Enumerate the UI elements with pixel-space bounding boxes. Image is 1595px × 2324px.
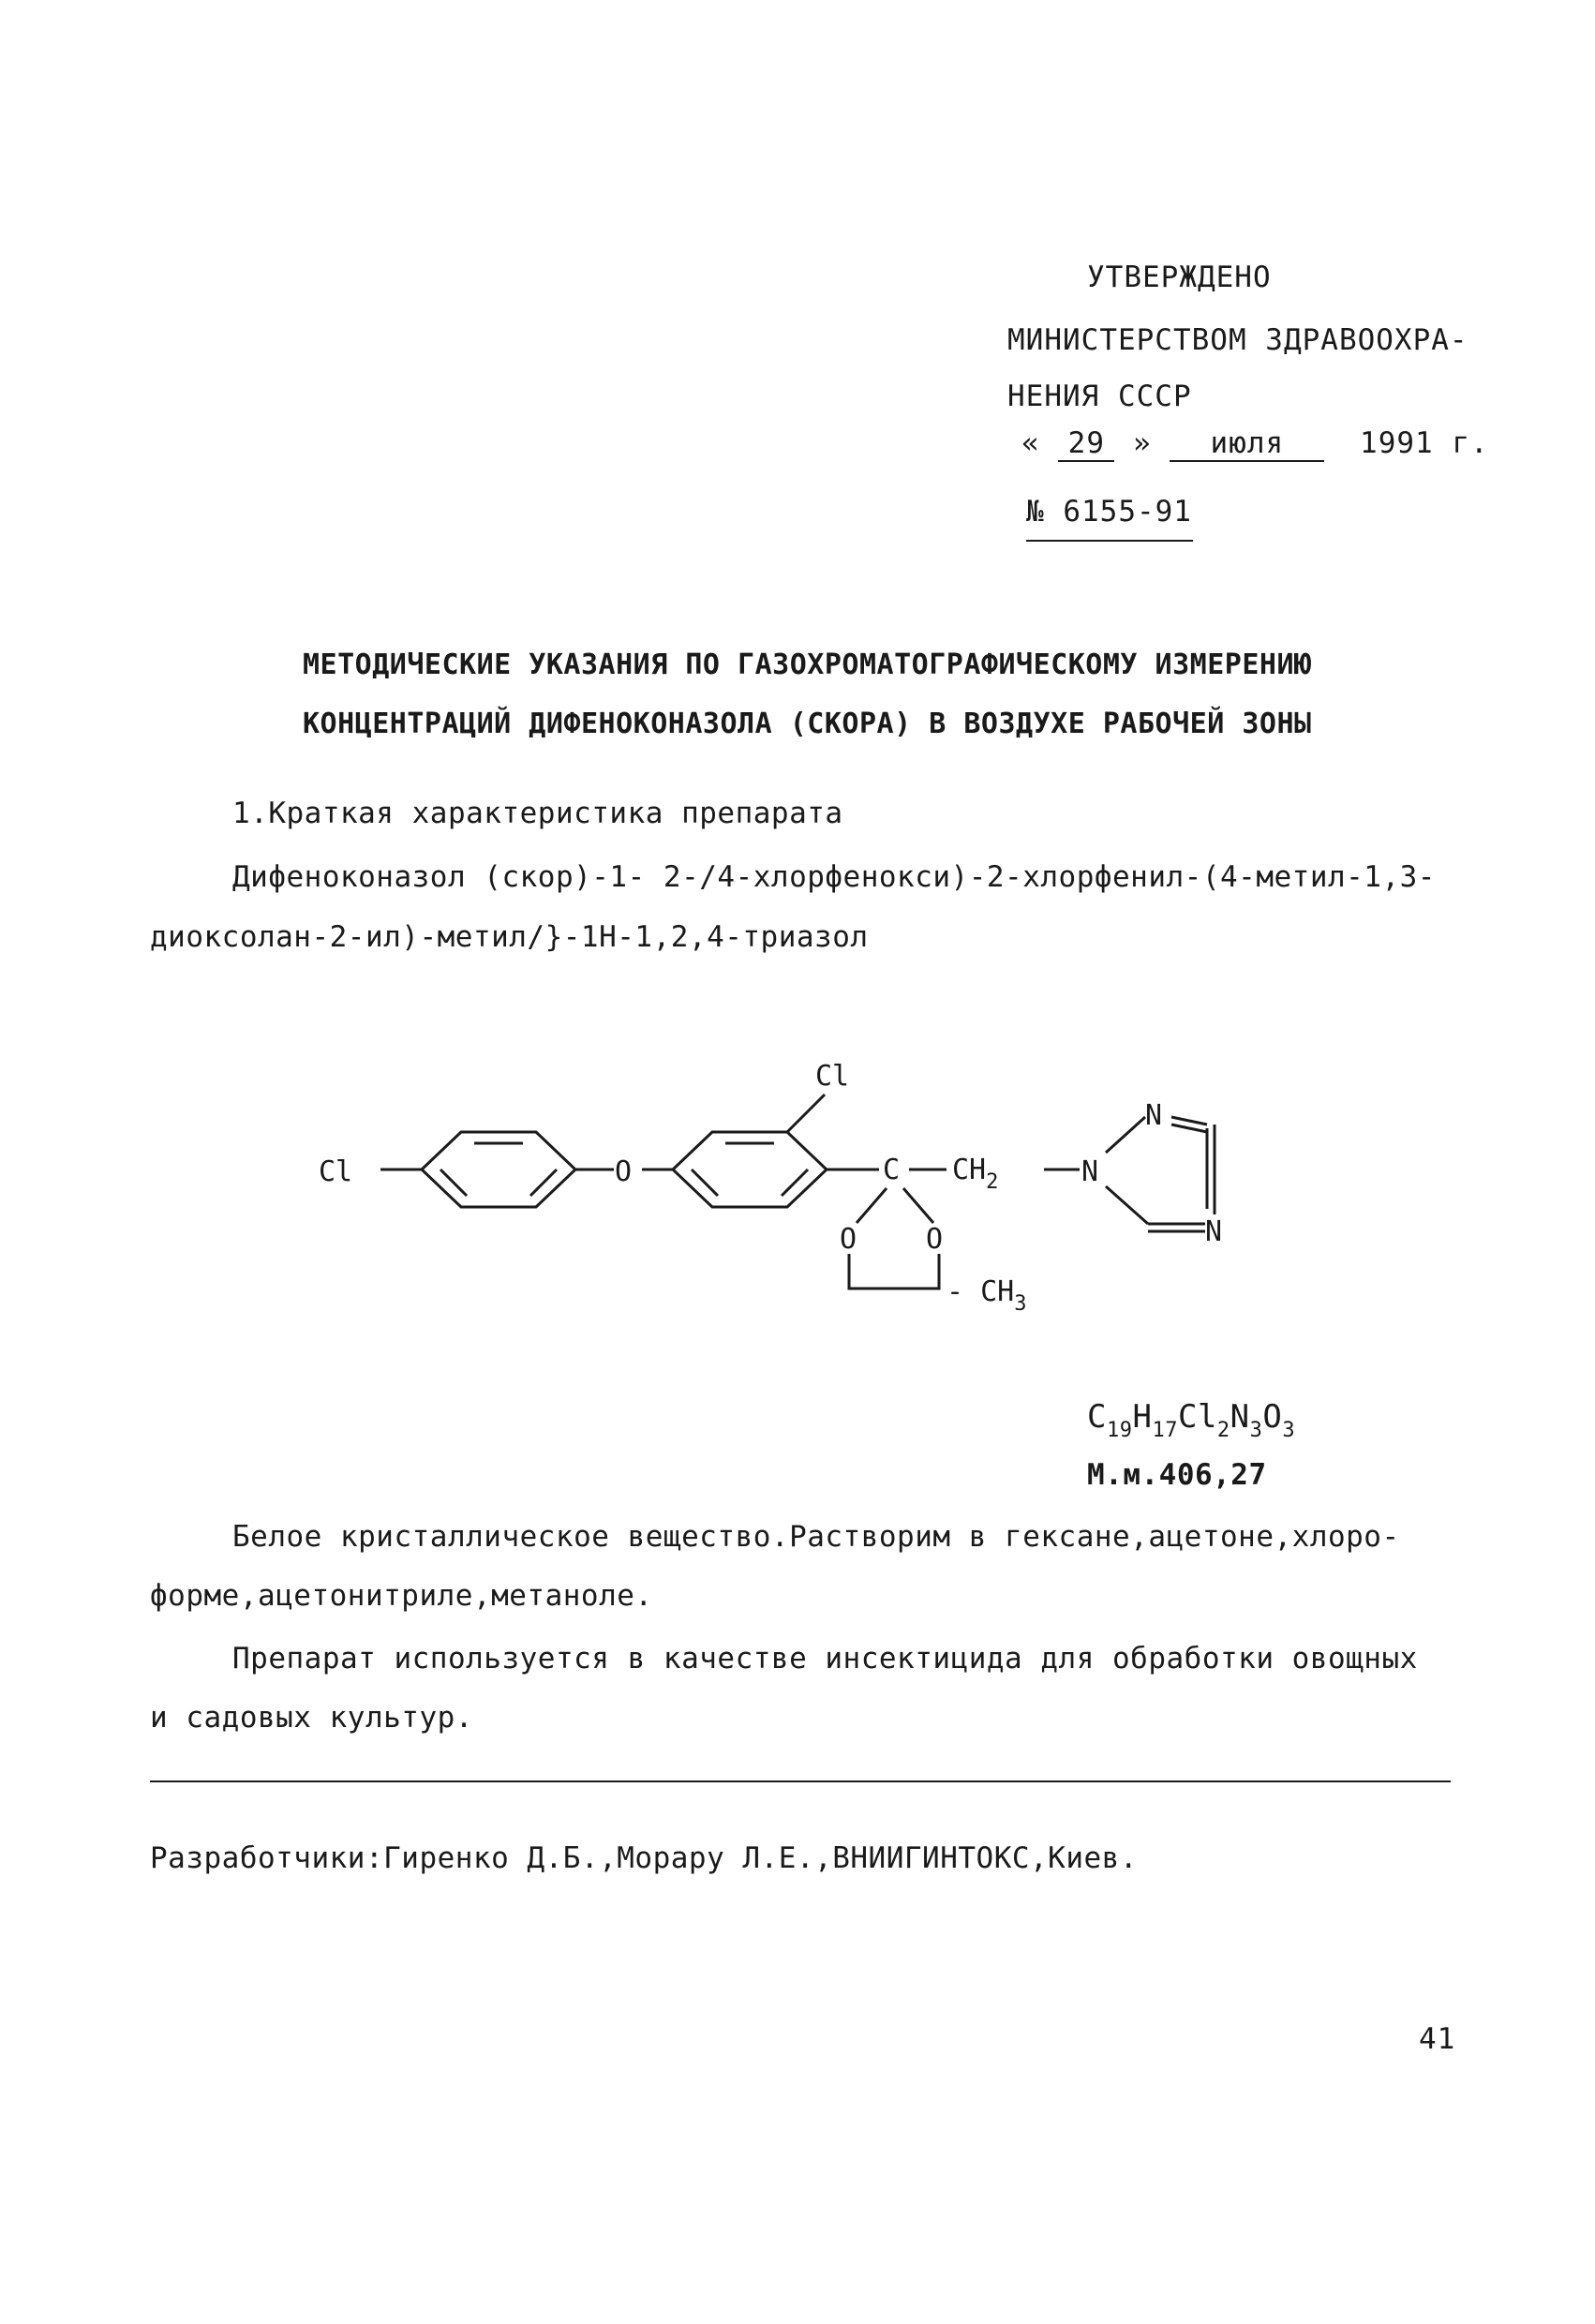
formula-c: C [1087, 1398, 1107, 1436]
group-ch3-sub: 3 [1014, 1292, 1027, 1316]
formula-cl-count: 2 [1216, 1419, 1230, 1442]
formula-h-count: 17 [1152, 1419, 1178, 1442]
page-number: 41 [1419, 2022, 1456, 2056]
formula-c-count: 19 [1106, 1419, 1133, 1442]
atom-o-bridge: O [615, 1155, 633, 1188]
date-open-quote: « [1021, 426, 1040, 460]
developers-credit: Разработчики:Гиренко Д.Б.,Морару Л.Е.,ВНИИГИНТОКС,Киев. [150, 1841, 1138, 1875]
approval-number-value: № 6155-91 [1026, 495, 1193, 542]
title-line2: КОНЦЕНТРАЦИЙ ДИФЕНОКОНАЗОЛА (СКОРА) В ВОЗДУХЕ РАБОЧЕЙ ЗОНЫ [303, 708, 1312, 740]
description-p1-line2: форме,ацетонитриле,метаноле. [150, 1579, 653, 1613]
molecular-formula [1087, 1398, 1296, 1442]
date-year: 1991 г. [1360, 426, 1489, 460]
chemical-name-line1: Дифеноконазол (скор)-1- 2-/4-хлорфенокси)-2-хлорфенил-(4-метил-1,3- [232, 860, 1436, 894]
atom-o-right: O [926, 1223, 944, 1256]
formula-n: N [1230, 1398, 1250, 1436]
footnote-divider [150, 1780, 1451, 1782]
atom-cl-top: Cl [815, 1060, 850, 1093]
atom-n-bottom: N [1205, 1215, 1223, 1248]
date-month: июля [1170, 426, 1324, 462]
atom-n1: N [1081, 1155, 1099, 1188]
atom-c-center: C [883, 1154, 901, 1186]
formula-n-count: 3 [1249, 1419, 1263, 1442]
approval-number [1026, 495, 1193, 542]
atom-n-top: N [1145, 1099, 1163, 1132]
formula-cl: Cl [1177, 1398, 1217, 1436]
group-ch2-main: CH [952, 1154, 987, 1186]
approval-ministry-line2: НЕНИЯ СССР [1007, 380, 1192, 413]
date-day: 29 [1058, 426, 1114, 462]
group-ch2 [952, 1154, 998, 1194]
structural-formula [319, 1031, 1293, 1340]
approval-date [1021, 426, 1489, 462]
atom-cl-left: Cl [319, 1155, 353, 1188]
group-ch3 [947, 1275, 1027, 1316]
title-line1: МЕТОДИЧЕСКИЕ УКАЗАНИЯ ПО ГАЗОХРОМАТОГРАФИЧЕСКОМУ ИЗМЕРЕНИЮ [303, 648, 1312, 681]
atom-o-left: O [840, 1223, 857, 1256]
approval-heading: УТВЕРЖДЕНО [1087, 261, 1272, 294]
formula-o-count: 3 [1282, 1419, 1296, 1442]
description-p1-line1: Белое кристаллическое вещество.Растворим в гексане,ацетоне,хлоро- [232, 1520, 1400, 1554]
description-p2-line1: Препарат используется в качестве инсектицида для обработки овощных [232, 1642, 1418, 1676]
formula-o: O [1262, 1398, 1283, 1436]
date-close-quote: » [1133, 426, 1152, 460]
formula-h: H [1132, 1398, 1153, 1436]
group-ch2-sub: 2 [986, 1170, 999, 1194]
description-p2-line2: и садовых культур. [150, 1701, 473, 1735]
section-heading: 1.Краткая характеристика препарата [232, 797, 843, 830]
approval-ministry-line1: МИНИСТЕРСТВОМ ЗДРАВООХРА- [1007, 323, 1468, 357]
molecular-mass: М.м.406,27 [1087, 1458, 1267, 1492]
group-ch3-main: - CH [947, 1275, 1015, 1308]
chemical-name-line2: диоксолан-2-ил)-метил/}-1Н-1,2,4-триазол [150, 920, 869, 954]
